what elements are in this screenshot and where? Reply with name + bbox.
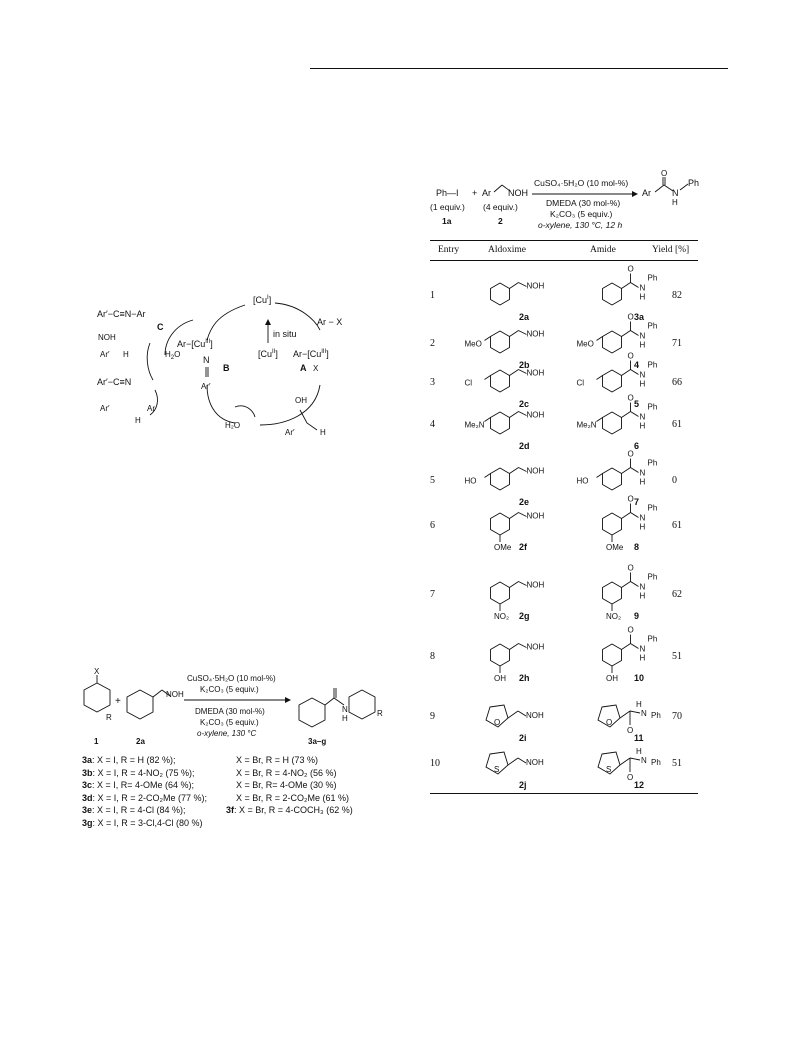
header-aldoxime: Aldoxime — [488, 245, 526, 255]
svg-text:[CuI]: $[Cu^I]$ — [253, 295, 272, 305]
entry-number: 1 — [430, 290, 435, 301]
svg-text:Ar′: Ar′ — [100, 404, 110, 413]
svg-text:O: O — [627, 264, 634, 274]
yield-value: 51 — [672, 651, 682, 662]
svg-text:H: H — [672, 198, 678, 207]
amide-label: 6 — [634, 441, 640, 451]
yield-value: 61 — [672, 520, 682, 531]
svg-text:NOH: NOH — [526, 642, 545, 652]
svg-text:H₂O: H₂O — [225, 421, 241, 430]
svg-text:Ph: Ph — [647, 273, 658, 283]
svg-text:NO₂: NO₂ — [494, 612, 510, 621]
svg-text:NOH: NOH — [526, 580, 545, 590]
svg-text:N: N — [639, 644, 646, 654]
aldoxime-structure — [462, 738, 572, 788]
yield-value: 61 — [672, 419, 682, 430]
label-product: 3a–g — [308, 737, 327, 746]
svg-text:N: N — [639, 370, 646, 380]
in-situ-label: in situ — [273, 329, 297, 339]
entry-number: 6 — [430, 520, 435, 531]
svg-text:O: O — [627, 625, 634, 635]
yield-value: 82 — [672, 290, 682, 301]
amide-label: 8 — [634, 542, 640, 552]
amide-label: 9 — [634, 611, 640, 621]
svg-text:H: H — [639, 522, 646, 532]
aldoxime-structure — [462, 399, 572, 449]
svg-text:S: S — [606, 765, 612, 774]
result-3a: 3a: X = I, R = H (82 %); — [82, 755, 176, 765]
svg-text:OH: OH — [295, 396, 307, 405]
svg-text:N: N — [641, 709, 647, 718]
svg-text:R: R — [377, 709, 383, 718]
svg-text:[CuII]: $[Cu^{II}]$ — [258, 349, 278, 359]
svg-text:CuSO₄·5H₂O (10 mol-%): CuSO₄·5H₂O (10 mol-%) — [534, 178, 629, 188]
svg-text:NO₂: NO₂ — [606, 612, 622, 621]
product-ring-a — [299, 698, 325, 727]
aryl-halide: Ar − X — [317, 317, 343, 327]
amide-structure — [574, 563, 684, 621]
svg-text:MeO: MeO — [576, 339, 594, 349]
scheme2-results-left — [82, 754, 207, 829]
svg-text:Ar′: Ar′ — [100, 350, 110, 359]
svg-text:H: H — [639, 653, 646, 663]
svg-text:K₂CO₃ (5 equiv.): K₂CO₃ (5 equiv.) — [200, 718, 259, 727]
amide-structure — [574, 738, 684, 788]
amide-structure — [574, 494, 684, 552]
svg-text:Ph: Ph — [647, 402, 658, 412]
entry-number: 10 — [430, 758, 440, 769]
svg-text:NOH: NOH — [526, 281, 545, 291]
svg-text:+: + — [115, 696, 121, 707]
aldoxime-label: 2b — [519, 360, 530, 370]
svg-text:NOH: NOH — [508, 188, 528, 198]
nitrilium-ion: Ar′−C≡N−Ar — [97, 309, 146, 319]
cycle-arc-right-top — [275, 303, 320, 330]
svg-text:H: H — [639, 477, 646, 487]
result-3c: 3c: X = I, R= 4-OMe (64 %); — [82, 780, 195, 790]
result-3b: 3b: X = I, R = 4-NO₂ (75 %); — [82, 767, 195, 778]
svg-text:OMe: OMe — [494, 543, 512, 552]
aldoxime-label: 2a — [519, 312, 530, 322]
cycle-arc-left-top — [207, 305, 245, 340]
amide-label: 10 — [634, 673, 645, 683]
amide-label: 5 — [634, 399, 640, 409]
svg-text:NOH: NOH — [526, 329, 545, 339]
svg-text:2: 2 — [498, 216, 503, 226]
svg-text:(1 equiv.): (1 equiv.) — [430, 202, 465, 212]
svg-text:Ar′: Ar′ — [285, 428, 295, 437]
yield-value: 62 — [672, 589, 682, 600]
svg-text:Ph: Ph — [651, 758, 661, 767]
svg-text:O: O — [627, 494, 634, 504]
svg-text:NOH: NOH — [526, 758, 544, 767]
svg-text:NOH: NOH — [526, 511, 545, 521]
aldoxime-label: 2f — [519, 542, 528, 552]
cycle-arc-bottom-right — [260, 385, 320, 425]
result-3e: 3e: X = I, R = 4-Cl (84 %); — [82, 805, 186, 815]
svg-text:Cl: Cl — [464, 378, 473, 388]
svg-text:N: N — [639, 412, 646, 422]
table-header-rule — [430, 260, 698, 261]
svg-text:N: N — [639, 582, 646, 592]
svg-text:NOH: NOH — [166, 690, 184, 699]
amide-structure — [574, 691, 684, 741]
svg-text:O: O — [627, 312, 634, 322]
svg-text:NOH: NOH — [98, 333, 116, 342]
aldoxime-structure — [462, 455, 572, 505]
svg-text:NOH: NOH — [526, 466, 545, 476]
intermediate-a: $Ar-[Cu^{III}]$ — [293, 349, 329, 359]
aldoxime-label: 2j — [519, 780, 527, 790]
aldoxime-structure — [462, 691, 572, 741]
svg-text:CuSO₄·5H₂O (10 mol-%): CuSO₄·5H₂O (10 mol-%) — [187, 674, 276, 683]
svg-text:H: H — [639, 591, 646, 601]
aldoxime-structure — [462, 500, 572, 550]
svg-text:H: H — [320, 428, 326, 437]
svg-text:O: O — [606, 718, 613, 727]
label-2a: 2a — [136, 737, 145, 746]
svg-text:H: H — [639, 292, 646, 302]
header-entry: Entry — [438, 245, 460, 255]
svg-text:NOH: NOH — [526, 368, 545, 378]
svg-text:Ph—I: Ph—I — [436, 188, 459, 198]
entry-number: 9 — [430, 711, 435, 722]
header-yield: Yield [%] — [652, 245, 690, 255]
svg-text:H: H — [639, 379, 646, 389]
svg-text:N: N — [672, 188, 679, 198]
svg-text:Ar′: Ar′ — [201, 382, 211, 391]
svg-text:NOH: NOH — [526, 711, 544, 720]
yield-value: 71 — [672, 338, 682, 349]
label-c: C — [157, 322, 164, 332]
aldoxime-structure — [462, 270, 572, 320]
svg-text:+: + — [472, 188, 478, 198]
table-top-rule — [430, 240, 698, 241]
amide-structure — [574, 393, 684, 449]
label-a: A — [300, 363, 307, 373]
svg-text:N: N — [641, 756, 647, 765]
label-b: B — [223, 363, 230, 373]
svg-text:Ar: Ar — [642, 188, 651, 198]
svg-text:H: H — [639, 340, 646, 350]
svg-text:o-xylene, 130 °C: o-xylene, 130 °C — [197, 729, 257, 738]
svg-text:Ph: Ph — [647, 503, 658, 513]
svg-text:Ar: Ar — [147, 404, 155, 413]
svg-text:NOH: NOH — [526, 410, 545, 420]
svg-text:O: O — [627, 393, 634, 403]
svg-text:O: O — [627, 351, 634, 361]
entry-number: 7 — [430, 589, 435, 600]
yield-value: 0 — [672, 475, 677, 486]
result-3d: 3d: X = I, R = 2-CO₂Me (77 %); — [82, 792, 208, 803]
svg-text:Ar: Ar — [482, 188, 491, 198]
svg-text:OMe: OMe — [606, 543, 624, 552]
svg-text:K₂CO₃ (5 equiv.): K₂CO₃ (5 equiv.) — [200, 685, 259, 694]
svg-text:H2O: $H_2O$ — [165, 350, 181, 361]
svg-text:X: X — [94, 667, 100, 676]
yield-value: 51 — [672, 758, 682, 769]
amide-label: 12 — [634, 780, 645, 790]
svg-text:DMEDA (30 mol-%): DMEDA (30 mol-%) — [195, 707, 265, 716]
table-bottom-rule — [430, 793, 698, 794]
aldoxime-label: 2g — [519, 611, 530, 621]
svg-text:N: N — [203, 355, 210, 365]
svg-text:Ph: Ph — [647, 572, 658, 582]
svg-text:H: H — [636, 747, 642, 756]
entry-number: 8 — [430, 651, 435, 662]
svg-text:O: O — [494, 718, 501, 727]
scheme2-results-right: X = Br, R = H (73 %) X = Br, R = 4-NO₂ (56 %) X = Br, R= 4-OMe (30 %) X = Br, R = 2-CO₂Me (61 %) 3f: X = Br, R = 4-COCH₃ (62 %) — [226, 755, 353, 815]
scheme2-reaction — [82, 668, 392, 748]
nitrile: Ar′−C≡N — [97, 377, 132, 387]
svg-text:N: N — [639, 468, 646, 478]
svg-text:Ph: Ph — [647, 634, 658, 644]
svg-text:DMEDA (30 mol-%): DMEDA (30 mol-%) — [546, 198, 621, 208]
table-scheme — [428, 169, 708, 234]
svg-text:N: N — [639, 283, 646, 293]
entry-number: 3 — [430, 377, 435, 388]
yield-value: 70 — [672, 711, 682, 722]
svg-text:O: O — [627, 449, 634, 459]
yield-value: 66 — [672, 377, 682, 388]
svg-text:N: N — [639, 513, 646, 523]
svg-text:1a: 1a — [442, 216, 452, 226]
amide-label: 11 — [634, 733, 644, 743]
svg-text:O: O — [661, 169, 668, 178]
svg-text:N: N — [639, 331, 646, 341]
intermediate-b: $Ar-[Cu^{III}]$ — [177, 339, 213, 349]
svg-text:Ph: Ph — [651, 711, 661, 720]
svg-text:(4 equiv.): (4 equiv.) — [483, 202, 518, 212]
svg-text:H: H — [636, 700, 642, 709]
svg-text:Me₂N: Me₂N — [576, 420, 597, 430]
svg-text:Ph: Ph — [688, 178, 700, 188]
svg-text:K₂CO₃ (5 equiv.): K₂CO₃ (5 equiv.) — [550, 209, 613, 219]
svg-text:Ph: Ph — [647, 321, 658, 331]
svg-text:o-xylene, 130 °C, 12 h: o-xylene, 130 °C, 12 h — [538, 220, 623, 230]
header-amide: Amide — [590, 245, 616, 255]
aldoxime-label: 2d — [519, 441, 530, 451]
catalytic-cycle-figure — [95, 285, 355, 445]
svg-text:Ph: Ph — [647, 360, 658, 370]
svg-text:OH: OH — [606, 674, 618, 683]
svg-text:H: H — [135, 416, 141, 425]
aldoxime-structure — [462, 569, 572, 619]
svg-text:O: O — [627, 773, 634, 782]
result-3g: 3g: X = I, R = 3-Cl,4-Cl (80 %) — [82, 817, 203, 828]
cycle-arc-bottom-left — [207, 385, 235, 423]
aldoxime-label: 2e — [519, 497, 530, 507]
svg-text:H: H — [123, 350, 129, 359]
svg-text:R: R — [106, 713, 112, 722]
svg-text:S: S — [494, 765, 500, 774]
amide-structure — [574, 625, 684, 683]
aldoxime-label: 2i — [519, 733, 527, 743]
amide-label: 4 — [634, 360, 640, 370]
oxime-to-nitrile-arrow — [147, 343, 153, 380]
amide-label: 3a — [634, 312, 645, 322]
h2o-release-arrow — [235, 406, 255, 417]
in-situ-arrowhead — [265, 319, 271, 325]
header-rule — [310, 68, 728, 69]
entry-number: 5 — [430, 475, 435, 486]
svg-text:Me₂N: Me₂N — [464, 420, 485, 430]
aldoxime-ring — [127, 690, 153, 719]
aldoxime-label: 2h — [519, 673, 530, 683]
svg-text:Cl: Cl — [576, 378, 585, 388]
svg-text:HO: HO — [576, 476, 589, 486]
aldoxime-label: 2c — [519, 399, 530, 409]
entry-number: 4 — [430, 419, 435, 430]
svg-text:O: O — [627, 726, 634, 735]
svg-text:MeO: MeO — [464, 339, 482, 349]
aldoxime-structure — [462, 631, 572, 681]
svg-text:OH: OH — [494, 674, 506, 683]
amide-label: 7 — [634, 497, 640, 507]
entry-number: 2 — [430, 338, 435, 349]
aryl-halide-ring — [84, 683, 110, 712]
product-ring-b — [349, 690, 375, 719]
svg-text:Ph: Ph — [647, 458, 658, 468]
svg-text:X: X — [313, 364, 319, 373]
svg-text:O: O — [627, 563, 634, 573]
svg-text:HO: HO — [464, 476, 477, 486]
label-1: 1 — [94, 737, 99, 746]
svg-text:N: N — [342, 705, 348, 714]
svg-text:H: H — [342, 714, 348, 723]
svg-text:H: H — [639, 421, 646, 431]
